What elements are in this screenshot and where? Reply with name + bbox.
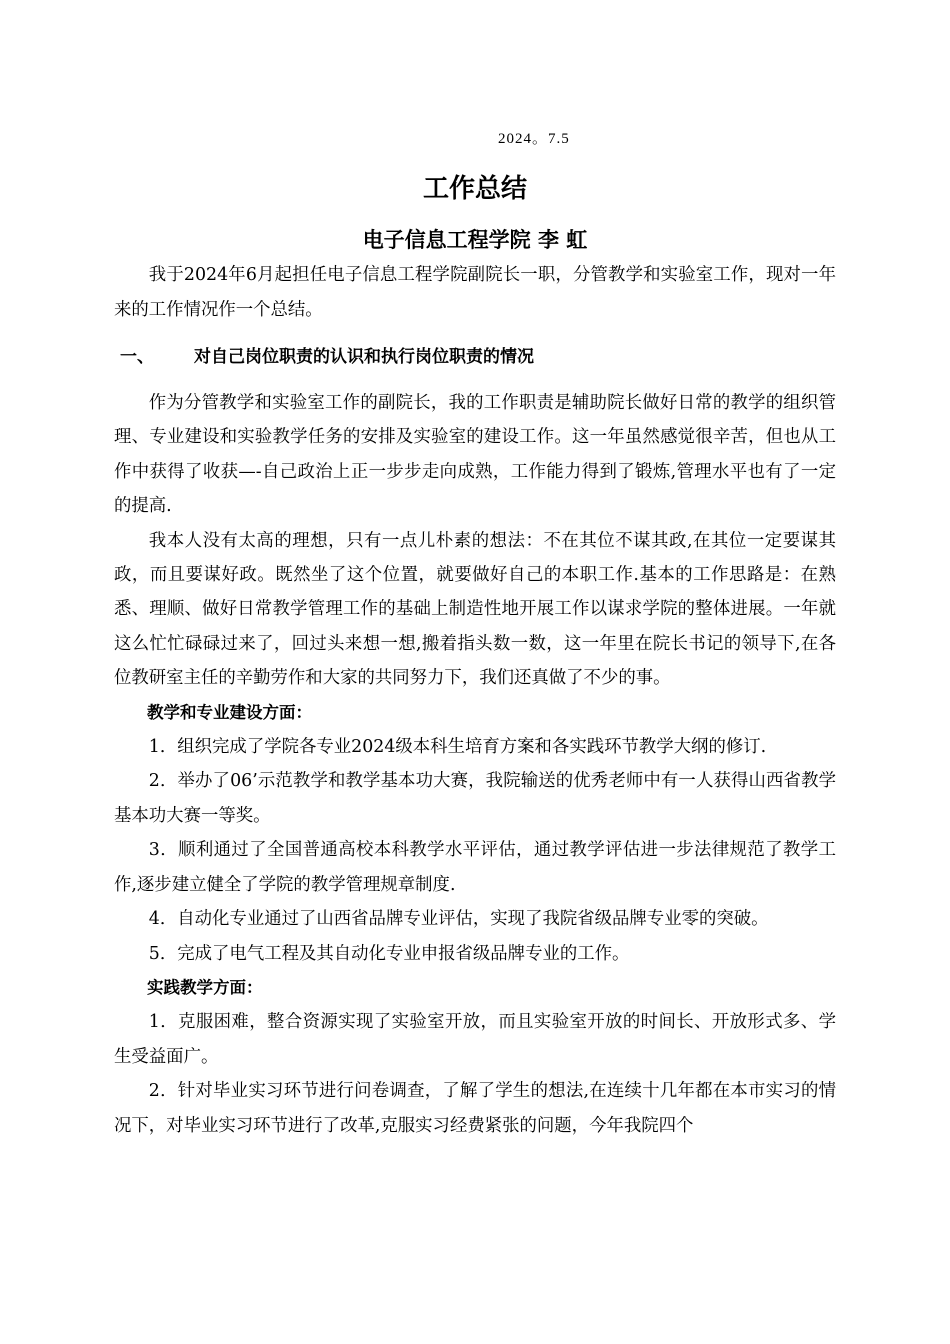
list-item: 2．针对毕业实习环节进行问卷调查，了解了学生的想法,在连续十几年都在本市实习的情况下，对毕业实习环节进行了改革,克服实习经费紧张的问题，今年我院四个 [114, 1081, 836, 1136]
intro-paragraph: 我于2024年6月起担任电子信息工程学院副院长一职，分管教学和实验室工作，现对一年来的工作情况作一个总结。 [114, 265, 836, 320]
section-number: 一、 [120, 347, 154, 367]
list-item: 3．顺利通过了全国普通高校本科教学水平评估，通过教学评估进一步法律规范了教学工作,逐步建立健全了学院的教学管理规章制度. [114, 840, 836, 895]
subheading-teaching: 教学和专业建设方面： [147, 702, 312, 722]
list-item: 2．举办了06’示范教学和教学基本功大赛，我院输送的优秀老师中有一人获得山西省教学基本功大赛一等奖。 [114, 771, 836, 826]
section-heading [120, 342, 534, 367]
paragraph: 我本人没有太高的理想，只有一点儿朴素的想法：不在其位不谋其政,在其位一定要谋其政，而且要谋好政。既然坐了这个位置，就要做好自己的本职工作.基本的工作思路是：在熟悉、理顺、做好日常教学管理工作的基础上制造性地开展工作以谋求学院的整体进展。一年就这么忙忙碌碌过来了，回过头来想一想,搬着指头数一数，这一年里在院长书记的领导下,在各位教研室主任的辛勤劳作和大家的共同努力下，我们还真做了不少的事。 [114, 530, 836, 689]
document-author-line: 电子信息工程学院 李 虹 [362, 228, 588, 252]
subheading-practice: 实践教学方面： [147, 977, 263, 997]
list-item: 4．自动化专业通过了山西省品牌专业评估，实现了我院省级品牌专业零的突破。 [148, 909, 769, 930]
list-item: 1．组织完成了学院各专业2024级本科生培育方案和各实践环节教学大纲的修订. [148, 737, 767, 758]
list-item: 1．克服困难，整合资源实现了实验室开放，而且实验室开放的时间长、开放形式多、学生受益面广。 [114, 1012, 836, 1067]
paragraph: 作为分管教学和实验室工作的副院长，我的工作职责是辅助院长做好日常的教学的组织管理、专业建设和实验教学任务的安排及实验室的建设工作。这一年虽然感觉很辛苦，但也从工作中获得了收获—-自己政治上正一步步走向成熟，工作能力得到了锻炼,管理水平也有了一定的提高. [114, 393, 836, 517]
document-date: 2024。7.5 [498, 131, 570, 147]
intro-block [114, 258, 836, 327]
section-title: 对自己岗位职责的认识和执行岗位职责的情况 [194, 347, 534, 367]
document-title: 工作总结 [422, 174, 527, 204]
list-item: 5．完成了电气工程及其自动化专业申报省级品牌专业的工作。 [148, 943, 630, 964]
section-body [114, 386, 836, 1143]
